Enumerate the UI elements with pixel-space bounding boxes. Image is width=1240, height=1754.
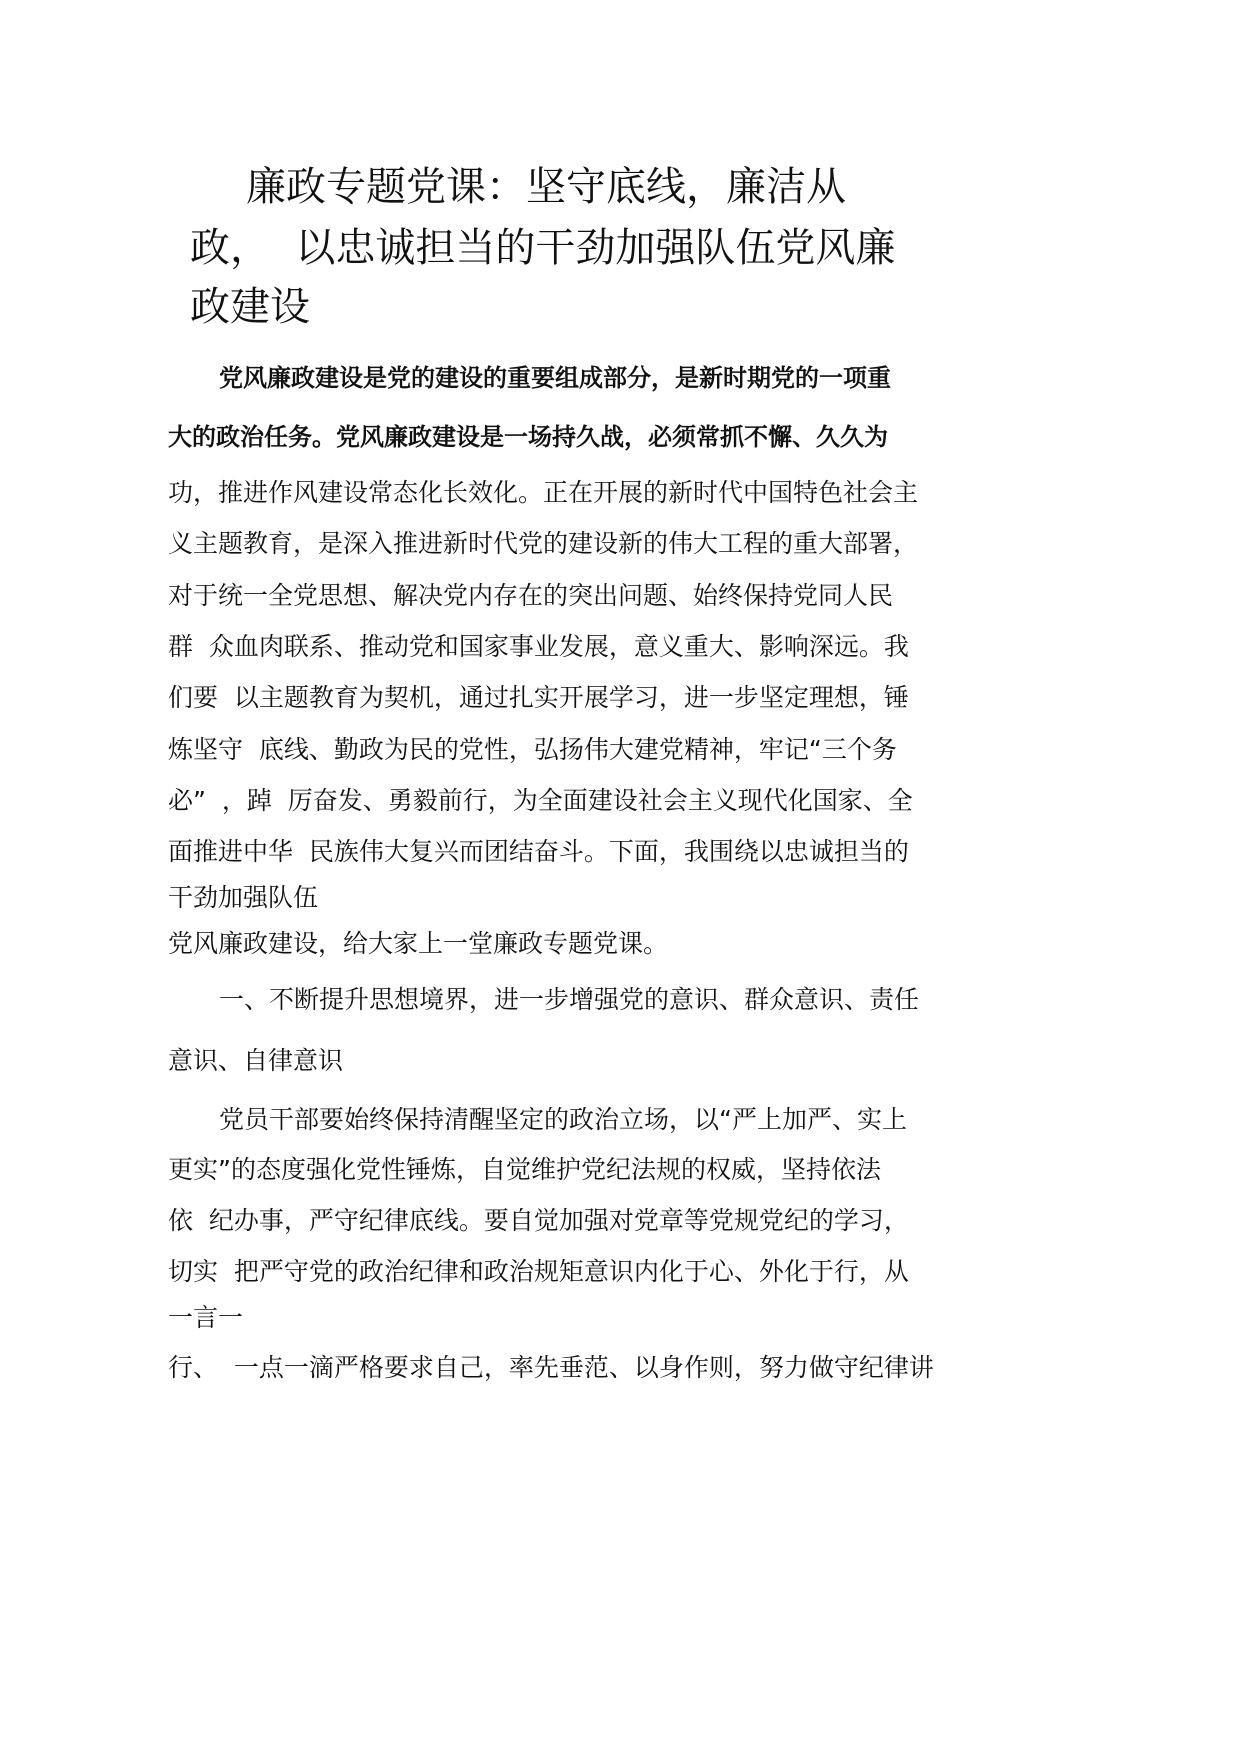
intro-bold-line-1: 党风廉政建设是党的建设的重要组成部分，是新时期党的一项重 bbox=[219, 364, 891, 392]
section1-line-2: 更实”的态度强化党性锤炼，自觉维护党纪法规的权威，坚持依法 bbox=[168, 1155, 881, 1184]
title-line-2: 政， 以忠诚担当的干劲加强队伍党风廉 bbox=[190, 225, 896, 271]
intro-line-5: 们要 以主题教育为契机，通过扎实开展学习，进一步坚定理想，锤 bbox=[168, 683, 909, 712]
section1-line-3: 依 纪办事，严守纪律底线。要自觉加强对党章等党规党纪的学习， bbox=[168, 1206, 909, 1235]
section1-line-6: 行、 一点一滴严格要求自己，率先垂范、以身作则，努力做守纪律讲 bbox=[168, 1353, 934, 1382]
intro-line-6: 炼坚守 底线、勤政为民的党性，弘扬伟大建党精神，牢记“三个务 bbox=[168, 735, 897, 764]
section1-line-4: 切实 把严守党的政治纪律和政治规矩意识内化于心、外化于行，从 bbox=[168, 1257, 909, 1286]
section1-line-1: 党员干部要始终保持清醒坚定的政治立场，以“严上加严、实上 bbox=[219, 1105, 907, 1134]
intro-line-7: 必” ，踔 厉奋发、勇毅前行，为全面建设社会主义现代化国家、全 bbox=[168, 786, 913, 815]
section1-line-5: 一言一 bbox=[168, 1303, 244, 1332]
intro-line-1: 功，推进作风建设常态化长效化。正在开展的新时代中国特色社会主 bbox=[168, 478, 919, 507]
intro-line-10: 党风廉政建设，给大家上一堂廉政专题党课。 bbox=[168, 929, 669, 958]
intro-line-2: 义主题教育，是深入推进新时代党的建设新的伟大工程的重大部署， bbox=[168, 529, 919, 558]
intro-line-4: 群 众血肉联系、推动党和国家事业发展，意义重大、影响深远。我 bbox=[168, 632, 909, 661]
title-line-1: 廉政专题党课：坚守底线，廉洁从 bbox=[246, 164, 846, 210]
section1-heading-line-2: 意识、自律意识 bbox=[168, 1046, 344, 1075]
title-line-3: 政建设 bbox=[190, 284, 310, 330]
intro-line-8: 面推进中华 民族伟大复兴而团结奋斗。下面，我围绕以忠诚担当的 bbox=[168, 837, 909, 866]
intro-line-3: 对于统一全党思想、解决党内存在的突出问题、始终保持党同人民 bbox=[168, 581, 894, 610]
intro-bold-line-2: 大的政治任务。党风廉政建设是一场持久战，必须常抓不懈、久久为 bbox=[168, 423, 888, 451]
intro-line-9: 干劲加强队伍 bbox=[168, 883, 319, 912]
section1-heading-line-1: 一、不断提升思想境界，进一步增强党的意识、群众意识、责任 bbox=[219, 985, 920, 1014]
